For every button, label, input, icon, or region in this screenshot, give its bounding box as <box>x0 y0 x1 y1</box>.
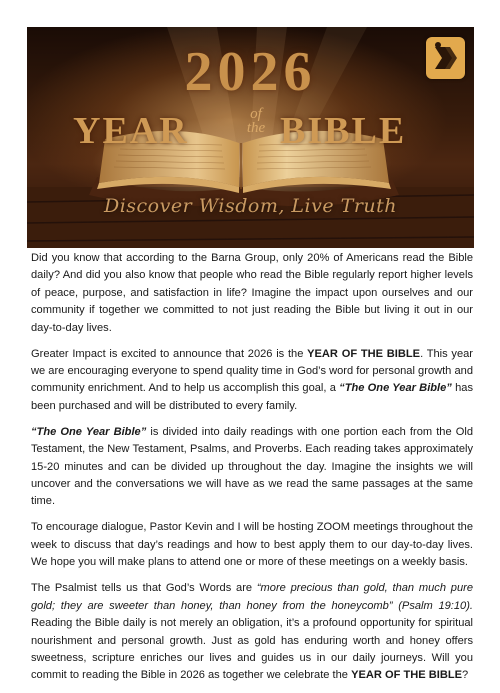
banner-of: of <box>250 106 262 122</box>
text: Greater Impact is excited to announce that 2026 is the <box>31 347 308 360</box>
banner-year: 2026 <box>184 41 317 103</box>
text: . This year we are encouraging everyone to spend quality time in God’s word for personal growth and community enrichment. And to help us accomplish this goal, a <box>31 347 473 395</box>
paragraph-intro: Did you know that according to the Barna Group, only 20% of Americans read the Bible daily? And did you also know that people who read the Bible regularly report higher levels of peace, purpose, and satisfaction in life? Imagine the impact upon ourselves and our community if together we committed to not just reading the Bible but living it out in our day-to-day lives. <box>31 252 473 334</box>
banner-the: the <box>246 120 266 136</box>
text: Reading the Bible daily is not merely an obligation, it’s a profound opportunity for spiritual nourishment and personal growth. Just as gold has enduring worth and honey offers sweetness, scripture enriches our lives and guides us in our daily journeys. Will you commit to reading the Bible in 2026 as together we celebrate the <box>31 617 473 682</box>
text: is divided into daily readings with one portion each from the Old Testament, the New Testament, Psalms, and Proverbs. Each reading takes approximately 15-20 minutes and can be divided up throughout the day. Imagine the insights we will uncover and the conversations we will have as we read the same passages at the same time. <box>31 425 473 508</box>
banner-title-year-word: YEAR <box>73 110 189 152</box>
paragraph-announcement <box>31 346 473 416</box>
text: ? <box>462 669 469 682</box>
book-title-emphasis: “The One Year Bible” <box>31 425 147 438</box>
psalm-quote: “more precious than gold, than much pure gold; they are sweeter than honey, than honey from the honeycomb” (Psalm 19:10). <box>31 582 473 612</box>
greater-impact-logo-icon <box>426 37 465 79</box>
year-of-bible-emphasis: YEAR OF THE BIBLE <box>307 347 421 360</box>
paragraph-book-description <box>31 424 473 511</box>
banner-title-bible-word: BIBLE <box>280 110 407 152</box>
banner-of-the <box>236 107 276 135</box>
year-of-bible-emphasis: YEAR OF THE BIBLE <box>351 669 463 682</box>
paragraph-zoom-meetings: To encourage dialogue, Pastor Kevin and I will be hosting ZOOM meetings throughout the week to discuss that day’s readings and how to best apply them to our day-to-day lives. We hope you will make plans to attend one or more of these meetings on a weekly basis. <box>31 521 473 569</box>
book-title-emphasis: “The One Year Bible” <box>339 382 452 395</box>
text: The Psalmist tells us that God’s Words are <box>31 582 257 595</box>
paragraph-psalm <box>31 580 473 684</box>
article-body <box>31 250 473 693</box>
text: has been purchased and will be distributed to every family. <box>31 382 473 412</box>
banner-tagline: Discover Wisdom, Live Truth <box>103 195 398 217</box>
header-banner <box>27 27 474 248</box>
